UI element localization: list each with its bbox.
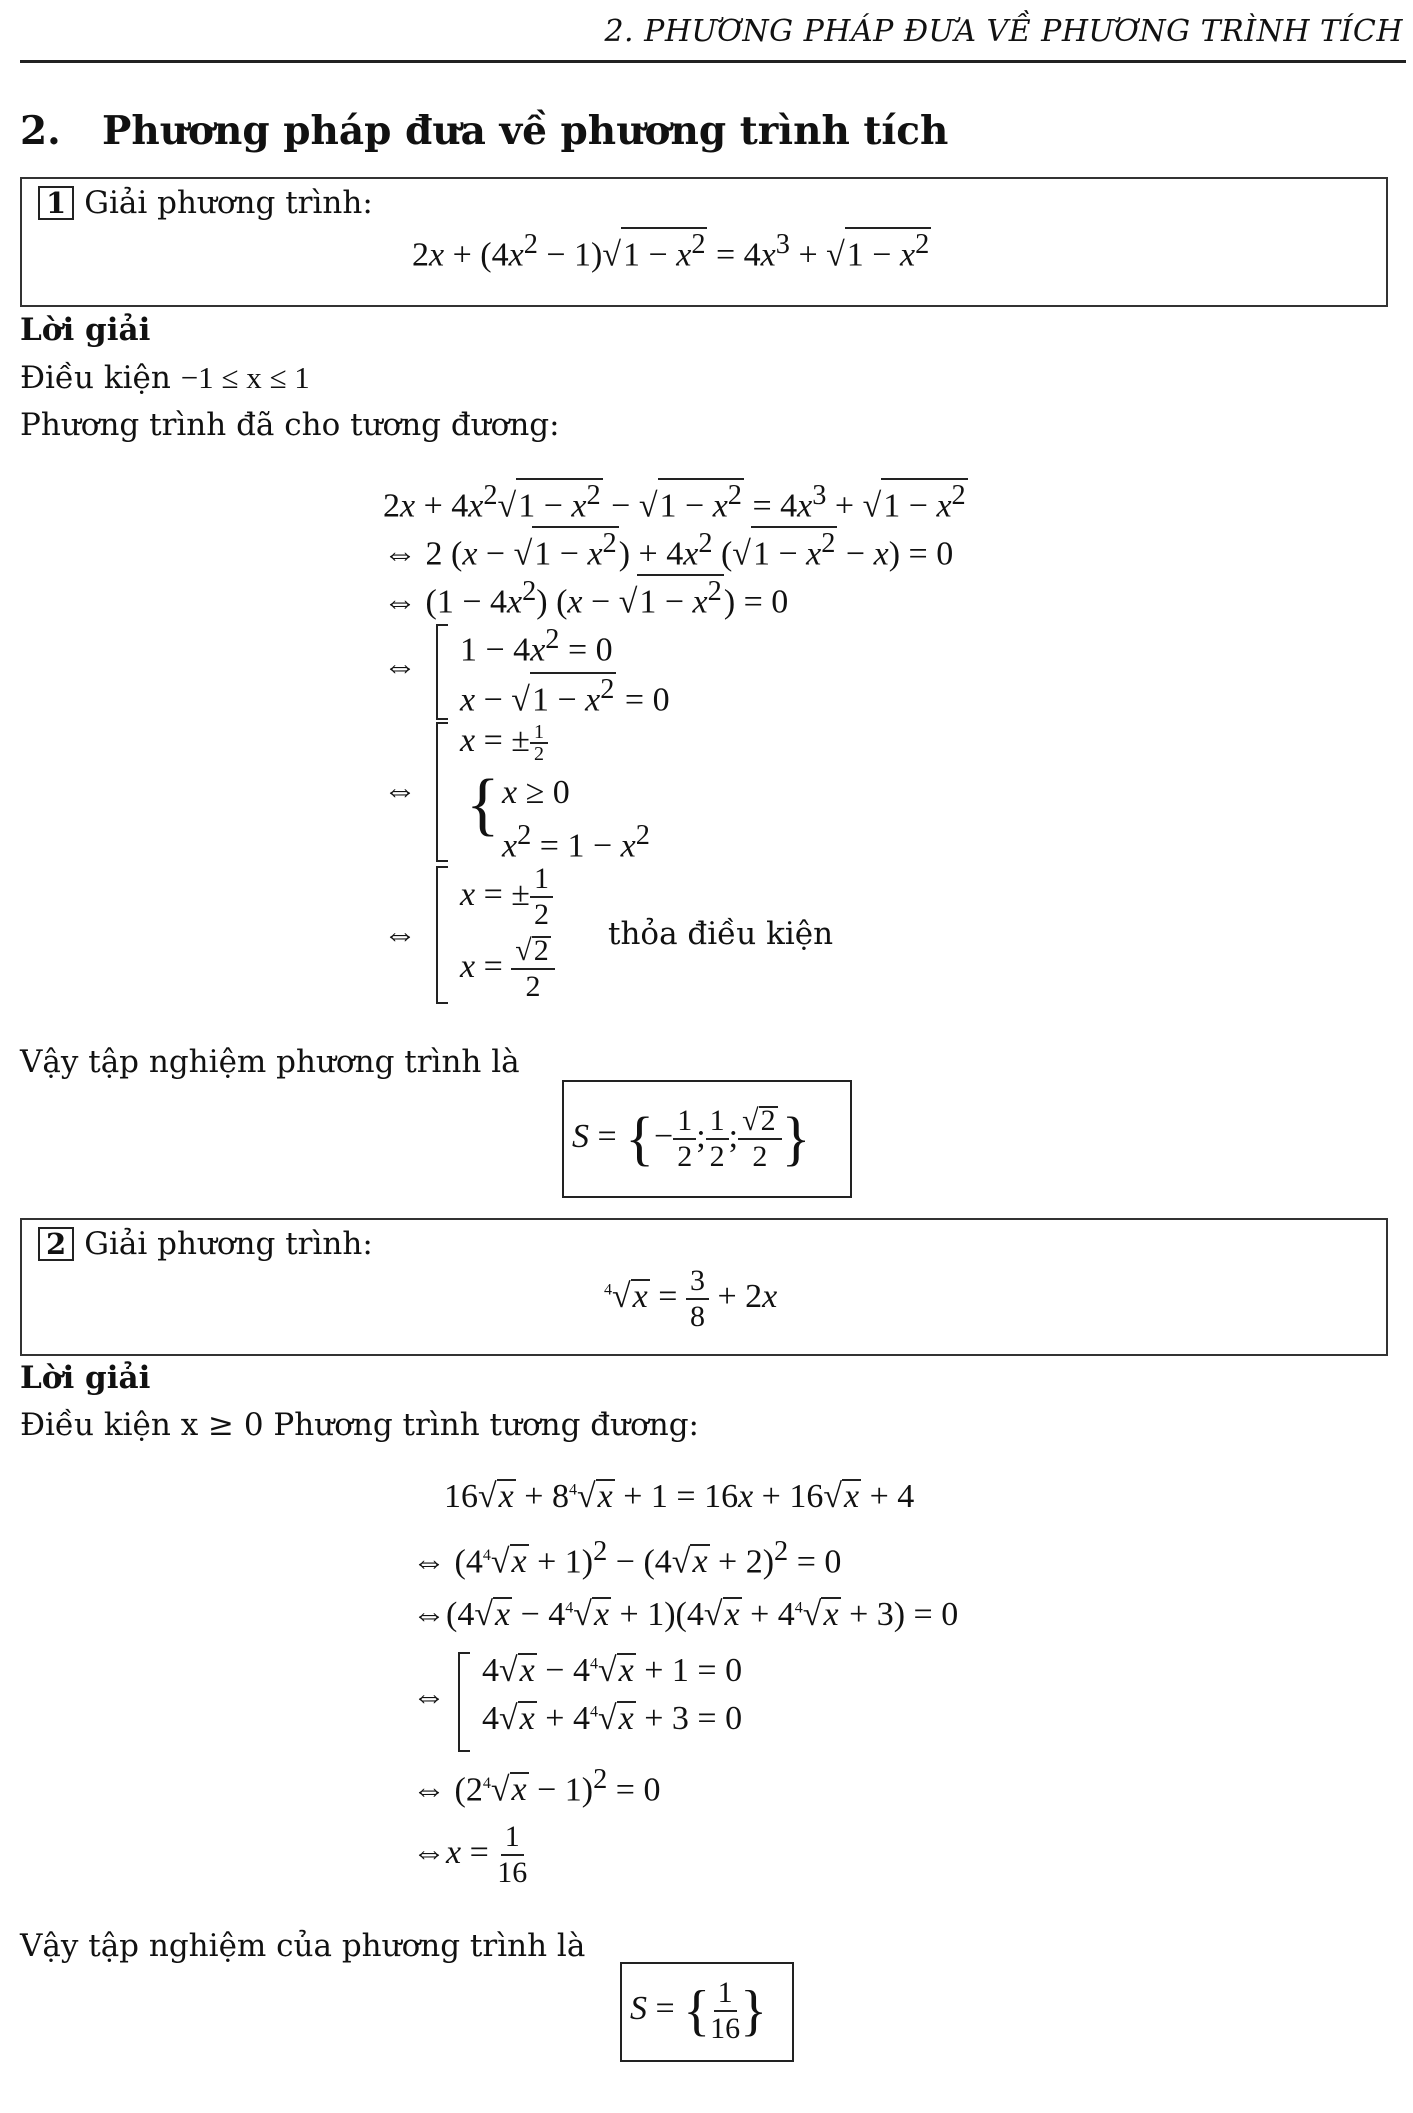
problem-2-number: 2	[38, 1227, 74, 1261]
p1-step-5-equiv: ⇔	[383, 772, 417, 809]
problem-2-prompt-line	[38, 1224, 373, 1264]
condition-label: Điều kiện	[20, 360, 171, 396]
problem-1-equation: $2x + (4x^2 - 1)√1 - x^2 = 4x^3 + √1 - x^2$	[412, 229, 930, 274]
condition-value: −1 ≤ x ≤ 1	[180, 360, 310, 395]
p2-step-1: $16√x + 8^4√x + 1 = 16x + 16√x + 4$	[444, 1478, 915, 1515]
p1-bracket-2	[436, 722, 448, 862]
problem-2-equation: $^4$√x = $\frac{3}{8}$ + 2x	[604, 1264, 778, 1333]
problem-2-box	[20, 1218, 1388, 1356]
problem-1-answer: S = {− $\frac{1}{2}$ ; $\frac{1}{2}$ ; $\frac{√2}{2}$ }	[572, 1104, 811, 1173]
problem-2-answer-box	[620, 1962, 794, 2062]
problem-1-answer-box	[562, 1080, 852, 1198]
p1-step-5a: x = ± $\frac{1}{2}$	[460, 722, 548, 764]
problem-1-prompt-line	[38, 183, 373, 223]
header-rule	[20, 60, 1406, 63]
problem-1-equivalent-text: Phương trình đã cho tương đương:	[20, 407, 560, 443]
p2-step-2: ⇔ $(4^4√x + 1)^2 - (4√x + 2)^2 = 0$	[412, 1536, 842, 1581]
problem-2-answer: S = { $\frac{1}{16}$ }	[630, 1976, 767, 2045]
p1-step-2: ⇔ 2 $(x - √1 - x^2) + 4x^2$ $(√1 - x^2 - x) = 0$	[383, 528, 954, 573]
p1-step-4-equiv: ⇔	[383, 648, 417, 685]
problem-2-conclusion: Vậy tập nghiệm của phương trình là	[20, 1928, 586, 1964]
p2-step-4b: $4√x + 4^4√x + 3 = 0$	[482, 1700, 743, 1737]
p1-step-5c: $x^2 = 1 - x^2$	[502, 820, 650, 865]
p1-step-3: ⇔ $(1 - 4x^2)$ $(x - √1 - x^2) = 0$	[383, 576, 789, 621]
problem-2-prompt: Giải phương trình:	[84, 1226, 373, 1262]
p1-step-4b: $x - √1 - x^2 = 0$	[460, 674, 670, 719]
section-title: Phương pháp đưa về phương trình tích	[102, 108, 949, 154]
problem-1-box	[20, 177, 1388, 307]
p1-bracket-3	[436, 866, 448, 1004]
p2-step-4-equiv: ⇔	[412, 1678, 446, 1715]
p2-bracket	[458, 1652, 470, 1752]
section-heading	[20, 108, 948, 154]
p1-step-5b: x ≥ 0	[502, 774, 570, 811]
problem-1-condition	[20, 358, 310, 398]
p1-curly-brace: {	[466, 766, 500, 843]
p1-condition-satisfied: thỏa điều kiện	[608, 916, 834, 952]
p1-step-6-equiv: ⇔	[383, 916, 417, 953]
p2-step-6: ⇔x = $\frac{1}{16}$	[412, 1820, 528, 1889]
problem-1-conclusion: Vậy tập nghiệm phương trình là	[20, 1044, 520, 1080]
p2-step-3: ⇔(4√x − $4^4√x + 1)(4√x + 4^4√x + 3) = 0$	[412, 1596, 959, 1633]
section-number: 2.	[20, 108, 61, 154]
problem-1-solution-heading: Lời giải	[20, 312, 151, 348]
problem-2-solution-heading: Lời giải	[20, 1360, 151, 1396]
problem-1-prompt: Giải phương trình:	[84, 185, 373, 221]
problem-2-condition: Điều kiện x ≥ 0 Phương trình tương đương:	[20, 1407, 700, 1443]
p2-step-5: ⇔ $(2^4√x - 1)^2 = 0$	[412, 1764, 661, 1809]
p1-step-6b: x = $\frac{√2}{2}$	[460, 934, 555, 1004]
p2-step-4a: $4√x - 4^4√x + 1 = 0$	[482, 1652, 743, 1689]
p1-step-1: $2x + 4x^2√1 - x^2 - √1 - x^2 = 4x^3 + √1 - x^2$	[383, 480, 966, 525]
running-header: 2. PHƯƠNG PHÁP ĐƯA VỀ PHƯƠNG TRÌNH TÍCH	[604, 14, 1403, 49]
p1-step-6a: x = ± $\frac{1}{2}$	[460, 862, 553, 932]
problem-1-number: 1	[38, 186, 74, 220]
p1-bracket-1	[436, 624, 448, 720]
p1-step-4a: $1 - 4x^2 = 0$	[460, 624, 613, 669]
